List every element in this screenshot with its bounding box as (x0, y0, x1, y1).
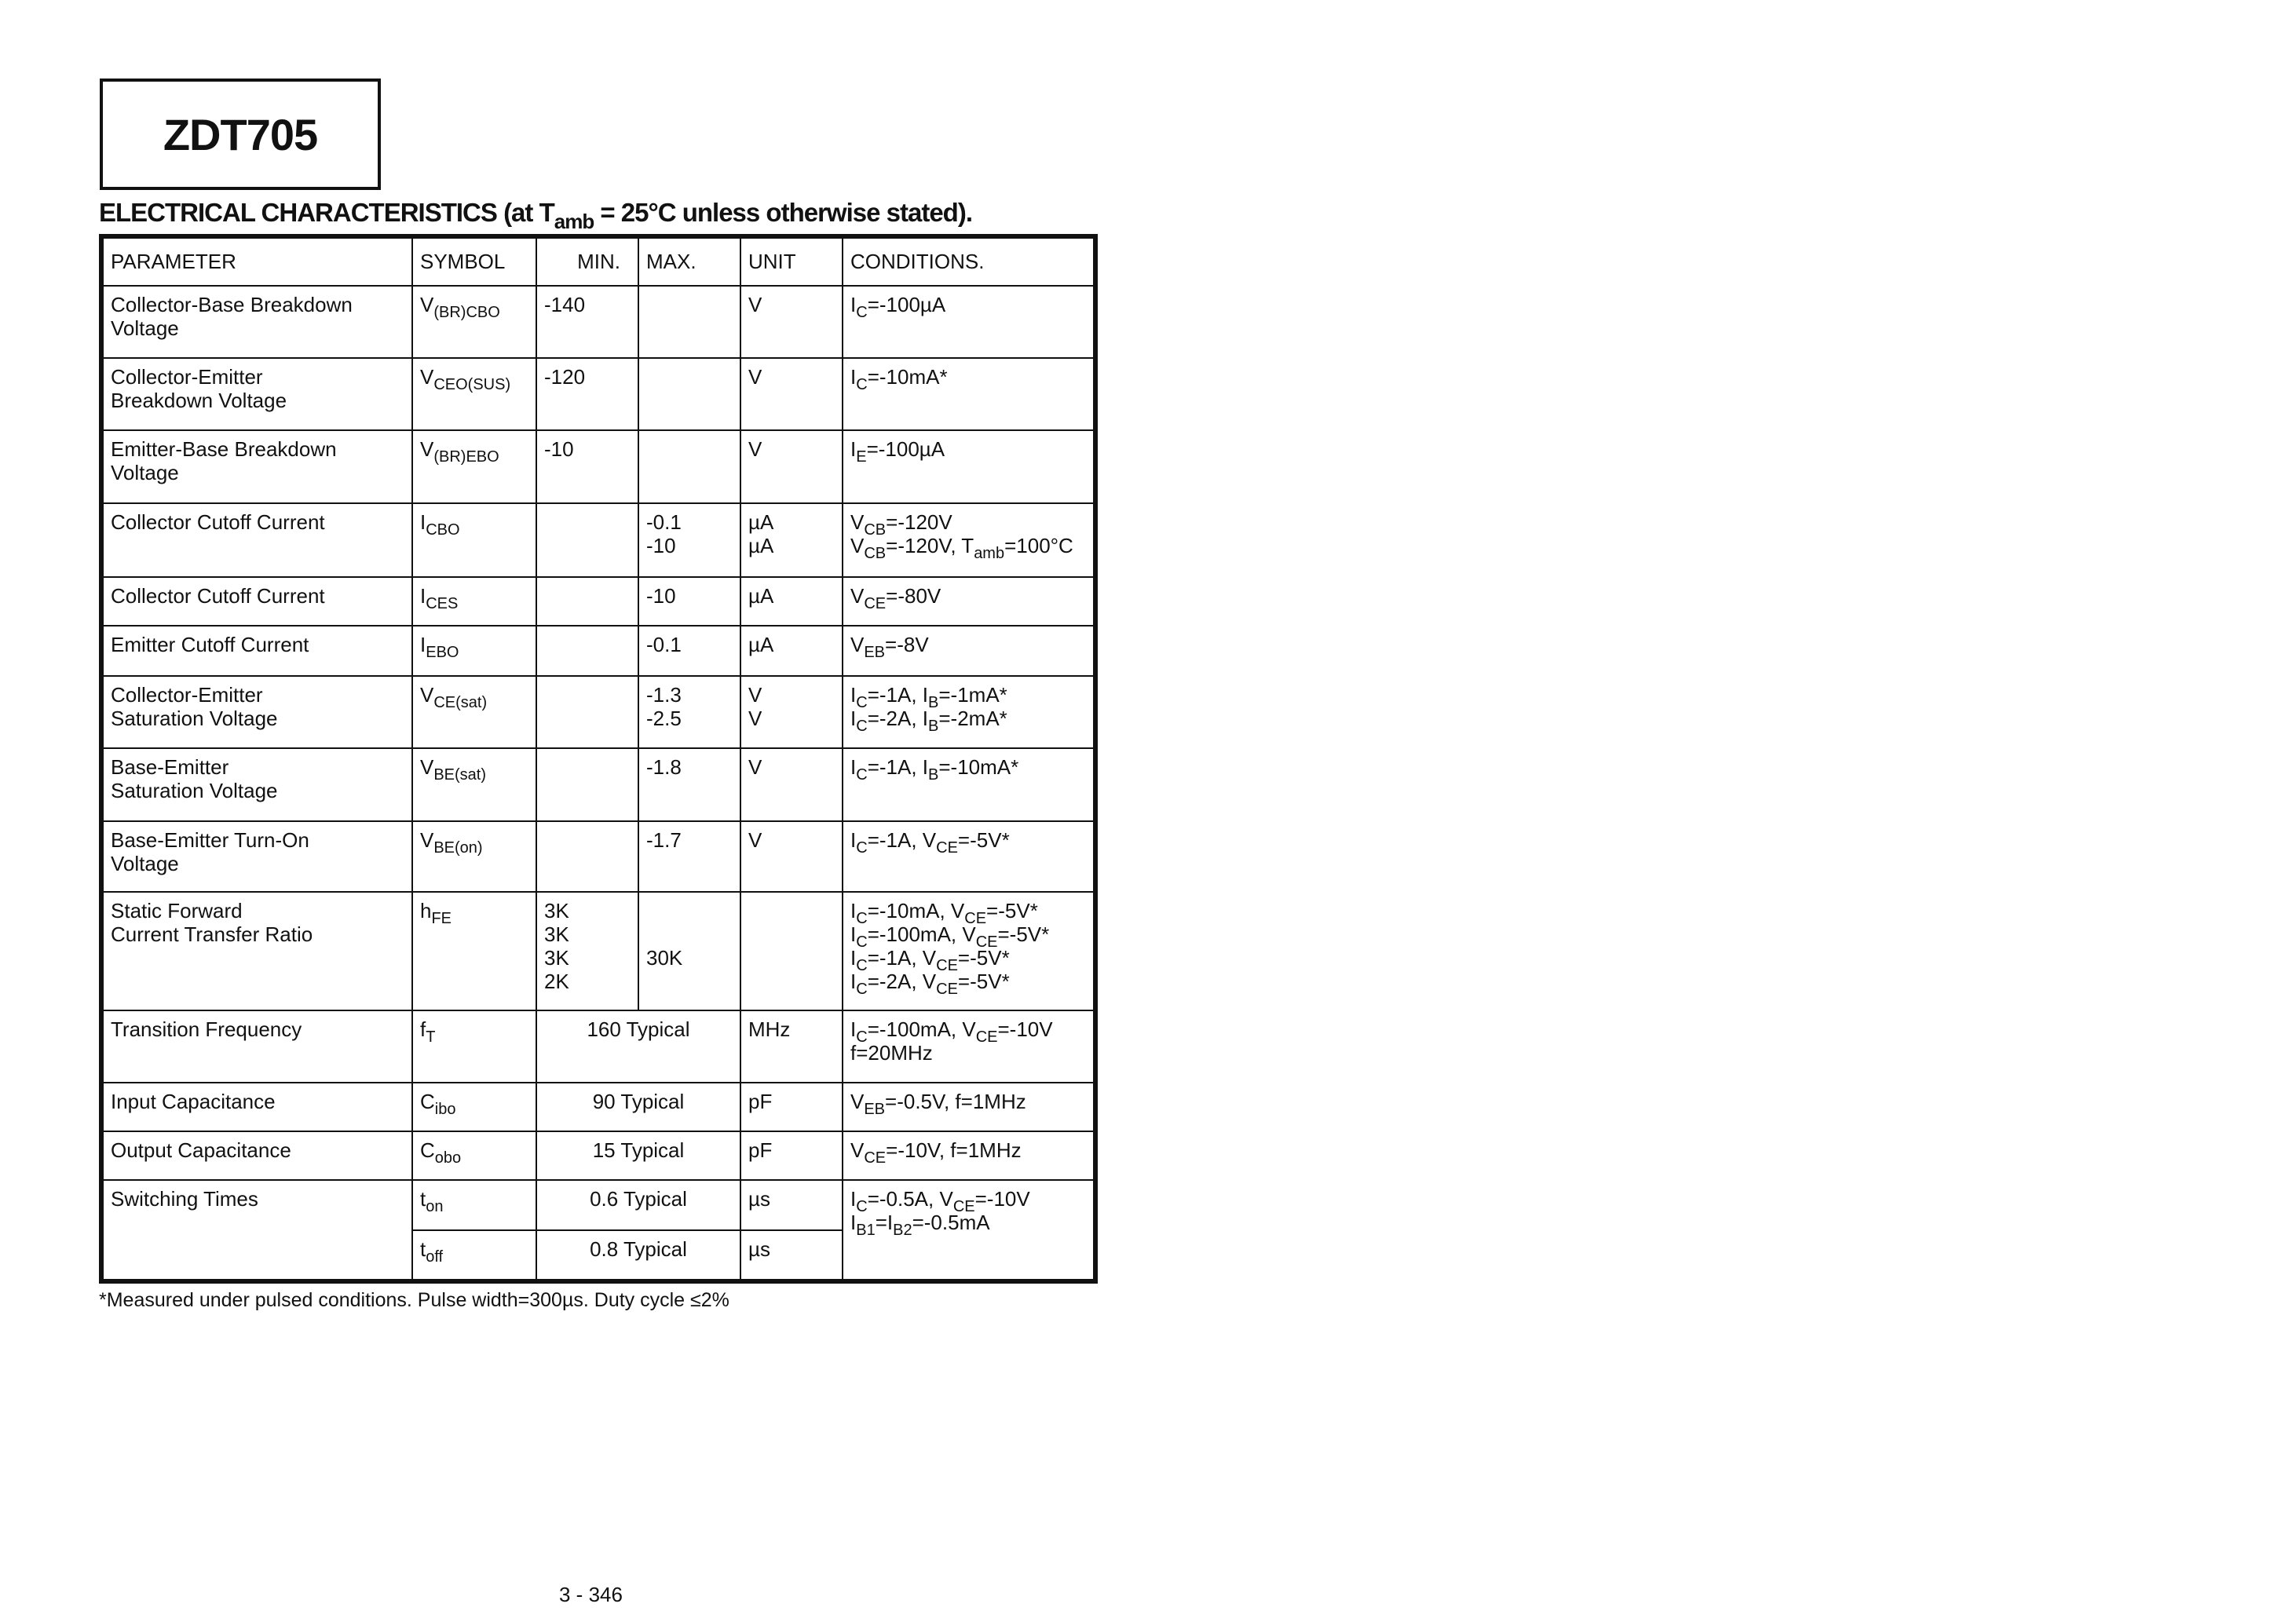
subscript: EB (864, 1101, 886, 1118)
subscript: C (856, 1028, 868, 1046)
table-row (101, 1083, 1095, 1131)
cell-line: V (748, 707, 762, 730)
max-cell (638, 821, 740, 892)
subscript: CB (864, 545, 887, 562)
min-cell (536, 358, 638, 430)
subscript: CEO(SUS) (433, 376, 511, 393)
cell-line: V (748, 365, 762, 389)
conditions-cell (843, 577, 1095, 626)
max-cell (638, 748, 740, 821)
page-number: 3 - 346 (559, 1583, 623, 1606)
column-header-parameter: PARAMETER (101, 236, 412, 286)
cell-line: V (748, 437, 762, 461)
subscript: T (426, 1028, 436, 1046)
symbol-cell: $V_{CE(sat)}$ (412, 676, 536, 748)
column-header-conditions: CONDITIONS. (843, 236, 1095, 286)
parameter-cell (101, 676, 412, 748)
cell-line: Emitter-Base Breakdown (111, 437, 337, 461)
symbol-cell: $I_{CES}$ (412, 577, 536, 626)
max-cell (638, 626, 740, 676)
unit-cell (740, 892, 843, 1010)
conditions-cell (843, 286, 1095, 358)
symbol-cell: $C_{obo}$ (412, 1131, 536, 1180)
subscript: C (856, 1198, 868, 1215)
unit-cell: µs (740, 1230, 843, 1281)
cell-line: -0.1 (646, 510, 682, 534)
subscript: E (856, 448, 867, 466)
subscript: CE(sat) (433, 694, 488, 711)
unit-cell (740, 748, 843, 821)
min-cell (536, 892, 638, 1010)
table-row (101, 1131, 1095, 1180)
parameter-cell (101, 748, 412, 821)
cell-line: Output Capacitance (111, 1138, 291, 1162)
cell-line: Base-Emitter Turn-On (111, 828, 309, 852)
subscript: C (856, 376, 868, 393)
min-cell (536, 503, 638, 577)
symbol-cell: $t_{off}$ (412, 1230, 536, 1281)
unit-cell (740, 286, 843, 358)
cell-line: µA (748, 633, 774, 656)
subscript: C (856, 981, 868, 998)
symbol-cell: $V_{BE(on)}$ (412, 821, 536, 892)
typical-cell: 15 Typical (536, 1131, 740, 1180)
cell-line: $I_E=-100\mu A$ (850, 437, 945, 466)
subscript: C (856, 839, 868, 857)
table-row (101, 577, 1095, 626)
cell-line (646, 922, 733, 946)
cell-line: -2.5 (646, 707, 682, 730)
cell-line: Collector-Emitter (111, 365, 263, 389)
subscript: BE(sat) (433, 766, 487, 784)
max-cell (638, 577, 740, 626)
symbol-cell: $V_{CEO(SUS)}$ (412, 358, 536, 430)
cell-line: $I_C=-10mA*$ (850, 365, 948, 393)
cell-line: Collector Cutoff Current (111, 510, 325, 534)
symbol-cell: $t_{on}$ (412, 1180, 536, 1230)
cell-line: Collector Cutoff Current (111, 584, 325, 608)
table-row (101, 676, 1095, 748)
symbol-cell: $h_{FE}$ (412, 892, 536, 1010)
cell-line: -10 (646, 534, 676, 557)
subscript: B (928, 718, 939, 735)
cell-line: $I_C=-2A$, $V_{CE}=-5V*$ (850, 970, 1010, 998)
cell-line: $I_C=-1A$, $V_{CE}=-5V*$ (850, 828, 1010, 857)
cell-line: $I_C=-2A$, $I_B=-2mA*$ (850, 707, 1007, 735)
min-cell (536, 676, 638, 748)
parameter-cell (101, 577, 412, 626)
subscript: CE (864, 595, 887, 612)
subscript: CBO (426, 521, 460, 539)
cell-line: -10 (646, 584, 676, 608)
parameter-cell (101, 1010, 412, 1083)
subscript: CE (936, 839, 958, 857)
parameter-cell (101, 503, 412, 577)
subscript: EBO (426, 644, 459, 661)
conditions-cell (843, 892, 1095, 1010)
cell-line: $V_{EB}=-8V$ (850, 633, 929, 661)
symbol-cell: $I_{EBO}$ (412, 626, 536, 676)
column-header-symbol: SYMBOL (412, 236, 536, 286)
subscript: C (856, 304, 868, 321)
electrical-characteristics-table (99, 234, 1098, 1284)
cell-line: MHz (748, 1017, 791, 1041)
max-cell (638, 430, 740, 503)
unit-cell (740, 821, 843, 892)
symbol-cell: $f_T$ (412, 1010, 536, 1083)
cell-line: Collector-Base Breakdown (111, 293, 353, 316)
cell-line: Transition Frequency (111, 1017, 302, 1041)
parameter-cell (101, 1083, 412, 1131)
subscript: CE (936, 981, 958, 998)
parameter-cell (101, 1131, 412, 1180)
symbol-cell: $V_{(BR)EBO}$ (412, 430, 536, 503)
table-row (101, 286, 1095, 358)
cell-line: $I_C=-1A$, $I_B=-1mA*$ (850, 683, 1007, 711)
unit-cell (740, 1083, 843, 1131)
unit-cell: µs (740, 1180, 843, 1230)
section-heading (99, 198, 972, 234)
min-cell (536, 577, 638, 626)
symbol-cell: $I_{CBO}$ (412, 503, 536, 577)
parameter-cell (101, 358, 412, 430)
conditions-cell (843, 821, 1095, 892)
subscript: ibo (434, 1101, 456, 1118)
symbol-cell: $V_{(BR)CBO}$ (412, 286, 536, 358)
subscript: B1 (856, 1222, 876, 1239)
cell-line: Voltage (111, 316, 179, 340)
cell-line: Saturation Voltage (111, 779, 278, 802)
cell-line: pF (748, 1090, 773, 1113)
cell-line: $I_C=-1A$, $V_{CE}=-5V*$ (850, 946, 1010, 974)
cell-line: $V_{CE}=-80V$ (850, 584, 941, 612)
min-cell (536, 286, 638, 358)
max-cell (638, 892, 740, 1010)
conditions-cell (843, 430, 1095, 503)
cell-line: $V_{CE}=-10V$, f=1MHz (850, 1138, 1022, 1167)
cell-line: 2K (544, 970, 569, 993)
cell-line: pF (748, 1138, 773, 1162)
parameter-cell (101, 286, 412, 358)
unit-cell (740, 676, 843, 748)
cell-line: µA (748, 534, 774, 557)
table-row (101, 626, 1095, 676)
subscript: EB (864, 644, 886, 661)
unit-cell (740, 1131, 843, 1180)
subscript: CB (864, 521, 887, 539)
cell-line: µA (748, 584, 774, 608)
subscript: CE (864, 1149, 887, 1167)
subscript: CES (426, 595, 459, 612)
unit-cell (740, 358, 843, 430)
cell-line: 3K (544, 946, 569, 970)
subscript: C (856, 718, 868, 735)
subscript: C (856, 957, 868, 974)
parameter-cell (101, 892, 412, 1010)
min-cell (536, 430, 638, 503)
cell-line: $I_C=-1A$, $I_B=-10mA*$ (850, 755, 1019, 784)
subscript: C (856, 910, 868, 927)
subscript: C (856, 694, 868, 711)
parameter-cell: Switching Times (101, 1180, 412, 1281)
unit-cell (740, 503, 843, 577)
footnote: *Measured under pulsed conditions. Pulse width=300µs. Duty cycle ≤2% (99, 1289, 729, 1311)
subscript: CE (952, 1198, 975, 1215)
cell-line: Voltage (111, 461, 179, 484)
cell-line: Emitter Cutoff Current (111, 633, 309, 656)
cell-line: Current Transfer Ratio (111, 922, 313, 946)
cell-line: V (748, 828, 762, 852)
subscript: amb (974, 545, 1005, 562)
cell-line: -120 (544, 365, 586, 389)
cell-line: $I_C=-100mA$, $V_{CE}=-5V*$ (850, 922, 1050, 951)
table-row (101, 748, 1095, 821)
subscript: CE (964, 910, 987, 927)
max-cell (638, 358, 740, 430)
table-row-switching (101, 1180, 1095, 1230)
column-header-max: MAX. (638, 236, 740, 286)
subscript: off (426, 1248, 444, 1266)
conditions-cell (843, 748, 1095, 821)
typical-cell: 0.8 Typical (536, 1230, 740, 1281)
subscript: C (856, 766, 868, 784)
heading-subscript: amb (554, 210, 594, 233)
subscript: (BR)EBO (433, 448, 499, 466)
cell-line: Collector-Emitter (111, 683, 263, 707)
table-row (101, 1010, 1095, 1083)
cell-line: V (748, 683, 762, 707)
conditions-cell (843, 358, 1095, 430)
cell-line: -0.1 (646, 633, 682, 656)
column-header-min: MIN. (536, 236, 638, 286)
cell-line: $V_{CB}=-120V$ (850, 510, 952, 539)
min-cell (536, 626, 638, 676)
cell-line: µA (748, 510, 774, 534)
parameter-cell (101, 821, 412, 892)
parameter-cell (101, 626, 412, 676)
subscript: BE(on) (433, 839, 483, 857)
cell-line: 30K (646, 946, 683, 970)
table-row (101, 892, 1095, 1010)
min-cell (536, 748, 638, 821)
subscript: obo (434, 1149, 462, 1167)
cell-line: Voltage (111, 852, 179, 875)
cell-line: $V_{EB}=-0.5V$, f=1MHz (850, 1090, 1026, 1118)
column-header-unit: UNIT (740, 236, 843, 286)
cell-line: -1.3 (646, 683, 682, 707)
part-number-box (100, 79, 381, 190)
parameter-cell (101, 430, 412, 503)
subscript: B (928, 694, 939, 711)
min-cell (536, 821, 638, 892)
subscript: CE (975, 1028, 998, 1046)
cell-line: 3K (544, 899, 569, 922)
unit-cell (740, 1010, 843, 1083)
subscript: FE (431, 910, 452, 927)
heading-text: ELECTRICAL CHARACTERISTICS (at T (99, 198, 554, 227)
cell-line: Breakdown Voltage (111, 389, 287, 412)
typical-cell: 0.6 Typical (536, 1180, 740, 1230)
cell-line: Static Forward (111, 899, 243, 922)
subscript: B2 (893, 1222, 912, 1239)
cell-line: $I_C=-0.5A$, $V_{CE}=-10V$ (850, 1187, 1030, 1215)
subscript: CE (936, 957, 958, 974)
conditions-cell (843, 626, 1095, 676)
max-cell (638, 676, 740, 748)
cell-line: $I_{B1}=I_{B2}=-0.5mA$ (850, 1211, 990, 1239)
cell-line: Base-Emitter (111, 755, 229, 779)
cell-line: 3K (544, 922, 569, 946)
cell-line: -10 (544, 437, 574, 461)
typical-cell: 90 Typical (536, 1083, 740, 1131)
cell-line: -140 (544, 293, 586, 316)
cell-line: Saturation Voltage (111, 707, 278, 730)
subscript: B (928, 766, 939, 784)
cell-line: V (748, 293, 762, 316)
cell-line: $V_{CB}=-120V$, $T_{amb}=100^\circ C$ (850, 534, 1073, 562)
cell-line: V (748, 755, 762, 779)
symbol-cell: $V_{BE(sat)}$ (412, 748, 536, 821)
unit-cell (740, 577, 843, 626)
conditions-cell (843, 676, 1095, 748)
conditions-cell (843, 1180, 1095, 1281)
table-row (101, 503, 1095, 577)
heading-text-end: = 25°C unless otherwise stated). (594, 198, 972, 227)
max-cell (638, 286, 740, 358)
cell-line: $I_C=-100mA$, $V_{CE}=-10V$ (850, 1017, 1053, 1046)
cell-line: $I_C=-100\mu A$ (850, 293, 946, 321)
cell-line: -1.7 (646, 828, 682, 852)
cell-line: f=20MHz (850, 1041, 933, 1065)
table-row (101, 821, 1095, 892)
part-number: ZDT705 (163, 109, 318, 159)
subscript: CE (975, 933, 998, 951)
symbol-cell: $C_{ibo}$ (412, 1083, 536, 1131)
conditions-cell (843, 1083, 1095, 1131)
subscript: (BR)CBO (433, 304, 500, 321)
subscript: C (856, 933, 868, 951)
conditions-cell (843, 1131, 1095, 1180)
unit-cell (740, 430, 843, 503)
table-row (101, 358, 1095, 430)
conditions-cell (843, 1010, 1095, 1083)
table-row (101, 430, 1095, 503)
cell-line: Input Capacitance (111, 1090, 276, 1113)
typical-cell: 160 Typical (536, 1010, 740, 1083)
subscript: on (426, 1198, 444, 1215)
max-cell (638, 503, 740, 577)
header-row (101, 236, 1095, 286)
unit-cell (740, 626, 843, 676)
cell-line (646, 899, 733, 922)
conditions-cell (843, 503, 1095, 577)
cell-line: $I_C=-10mA$, $V_{CE}=-5V*$ (850, 899, 1038, 927)
cell-line: -1.8 (646, 755, 682, 779)
